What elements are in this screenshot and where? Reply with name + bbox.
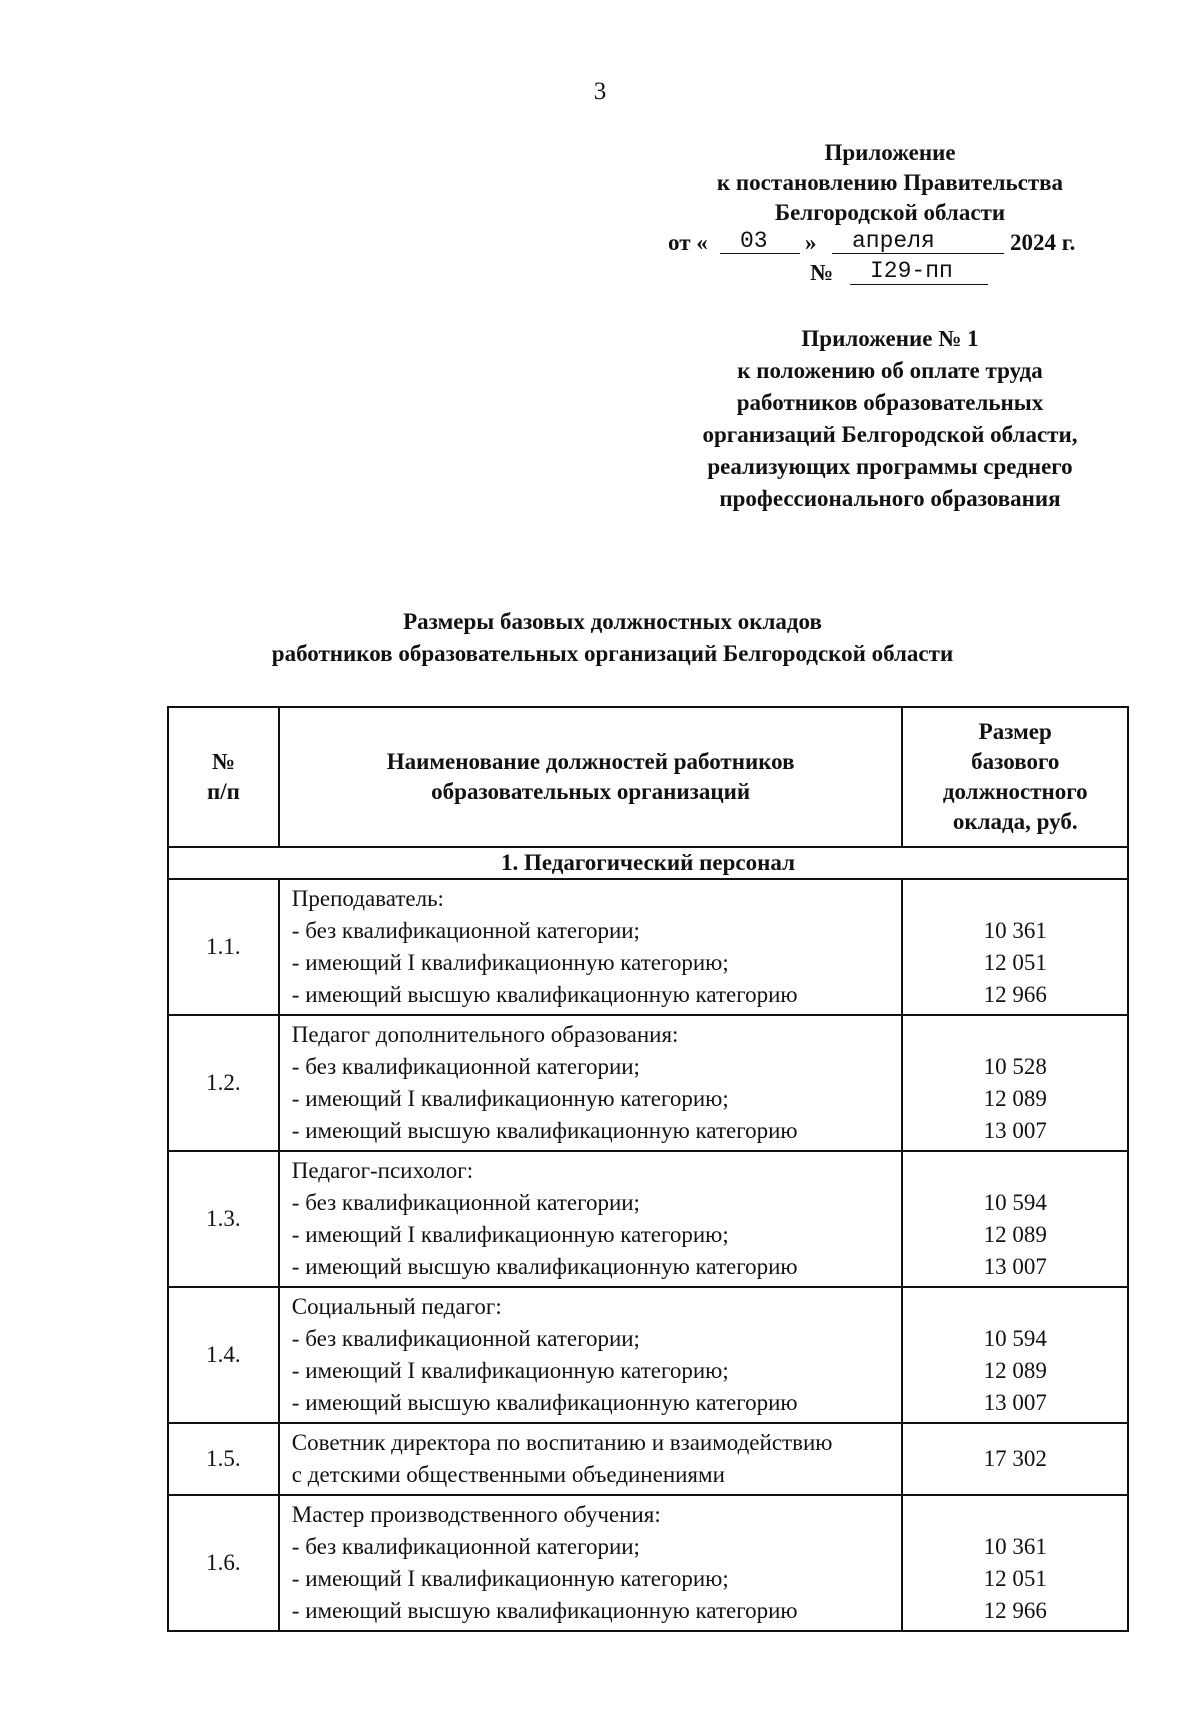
salary-value: 12 089: [983, 1222, 1047, 1247]
table-row: [168, 1287, 1128, 1423]
appendix-line-1: Приложение № 1: [801, 326, 979, 351]
table-header-row: [168, 707, 1128, 847]
salary-value: 10 361: [983, 1534, 1047, 1559]
appendix-line-3: работников образовательных: [736, 390, 1044, 415]
header-size: [902, 707, 1128, 847]
position-line: - без квалификационной категории;: [291, 1326, 640, 1351]
approval-number: [660, 258, 1120, 290]
row-position: [279, 1495, 903, 1631]
salary-value: 10 528: [983, 1054, 1047, 1079]
row-salary: [902, 1015, 1128, 1151]
position-title: Мастер производственного обучения:: [291, 1502, 661, 1527]
row-salary: [902, 1151, 1128, 1287]
salary-spacer: [903, 1499, 1127, 1531]
position-line: - имеющий I квалификационную категорию;: [291, 1222, 729, 1247]
approval-line-3: Белгородской области: [774, 200, 1006, 225]
salary-value: 12 089: [983, 1358, 1047, 1383]
salary-spacer: [903, 1019, 1127, 1051]
header-size-line-3: должностного: [942, 779, 1088, 804]
number-field: [850, 258, 988, 285]
document-title: [0, 606, 1200, 670]
appendix-line-5: реализующих программы среднего: [707, 454, 1073, 479]
position-line: - без квалификационной категории;: [291, 918, 640, 943]
position-title: Преподаватель:: [291, 886, 444, 911]
row-salary: [902, 1287, 1128, 1423]
header-name-line-1: Наименование должностей работников: [386, 749, 795, 774]
position-line: - имеющий I квалификационную категорию;: [291, 1566, 729, 1591]
title-line-1: Размеры базовых должностных окладов: [403, 609, 822, 634]
date-from-label: от «: [668, 230, 708, 255]
row-position: [279, 1151, 903, 1287]
table-row: [168, 1495, 1128, 1631]
approval-line-1: Приложение: [824, 140, 956, 165]
row-salary: [902, 879, 1128, 1015]
position-line: - имеющий высшую квалификационную категорию: [291, 1598, 798, 1623]
salary-spacer: [903, 1155, 1127, 1187]
header-num-line-2: п/п: [206, 779, 240, 804]
approval-line-2: к постановлению Правительства: [716, 170, 1064, 195]
approval-date: [660, 228, 1120, 258]
position-line: - имеющий I квалификационную категорию;: [291, 950, 729, 975]
table-row: [168, 879, 1128, 1015]
salary-value: 12 966: [983, 1598, 1047, 1623]
salary-value: 17 302: [983, 1446, 1047, 1471]
row-salary: [902, 1423, 1128, 1495]
header-size-line-2: базового: [971, 749, 1060, 774]
salary-spacer: [903, 883, 1127, 915]
appendix-line-4: организаций Белгородской области,: [702, 422, 1078, 447]
row-position: [279, 1015, 903, 1151]
appendix-line-2: к положению об оплате труда: [737, 358, 1043, 383]
header-num: [168, 707, 279, 847]
date-month: апреля: [852, 228, 935, 254]
position-line: - без квалификационной категории;: [291, 1534, 640, 1559]
row-number: 1.4.: [168, 1287, 279, 1423]
row-number: 1.5.: [168, 1423, 279, 1495]
position-line: - без квалификационной категории;: [291, 1190, 640, 1215]
salary-value: 12 966: [983, 982, 1047, 1007]
table-row: [168, 1015, 1128, 1151]
approval-block: [660, 138, 1120, 290]
title-line-2: работников образовательных организаций Белгородской области: [271, 641, 954, 666]
position-line: - без квалификационной категории;: [291, 1054, 640, 1079]
header-size-line-4: оклада, руб.: [952, 809, 1078, 834]
header-name-line-2: образовательных организаций: [431, 779, 751, 804]
salary-value: 10 594: [983, 1326, 1047, 1351]
salary-value: 10 594: [983, 1190, 1047, 1215]
salary-value: 12 051: [983, 950, 1047, 975]
position-title: Педагог-психолог:: [291, 1158, 474, 1183]
row-number: 1.3.: [168, 1151, 279, 1287]
salary-value: 10 361: [983, 918, 1047, 943]
row-number: 1.1.: [168, 879, 279, 1015]
header-num-line-1: №: [211, 749, 235, 774]
section-title: 1. Педагогический персонал: [168, 847, 1128, 879]
row-salary: [902, 1495, 1128, 1631]
position-title: Социальный педагог:: [291, 1294, 502, 1319]
date-year: 2024 г.: [1010, 230, 1076, 255]
position-line: - имеющий высшую квалификационную категорию: [291, 1118, 798, 1143]
page-number: 3: [593, 78, 607, 105]
salary-value: 13 007: [983, 1118, 1047, 1143]
salary-table: [167, 706, 1129, 1632]
appendix-line-6: профессионального образования: [719, 486, 1061, 511]
salary-value: 13 007: [983, 1390, 1047, 1415]
salary-value: 12 051: [983, 1566, 1047, 1591]
row-position: [279, 1287, 903, 1423]
document-number: I29-пп: [870, 258, 953, 284]
row-number: 1.6.: [168, 1495, 279, 1631]
position-line: Советник директора по воспитанию и взаимодействию: [291, 1430, 833, 1455]
position-line: - имеющий высшую квалификационную категорию: [291, 1390, 798, 1415]
salary-value: 13 007: [983, 1254, 1047, 1279]
row-number: 1.2.: [168, 1015, 279, 1151]
position-line: - имеющий высшую квалификационную категорию: [291, 1254, 798, 1279]
position-line: - имеющий I квалификационную категорию;: [291, 1086, 729, 1111]
salary-spacer: [903, 1291, 1127, 1323]
date-day: 03: [740, 228, 768, 254]
position-line: - имеющий I квалификационную категорию;: [291, 1358, 729, 1383]
salary-value: 12 089: [983, 1086, 1047, 1111]
position-line: с детскими общественными объединениями: [291, 1462, 725, 1487]
appendix-block: [660, 323, 1120, 515]
table-row: [168, 1423, 1128, 1495]
date-month-field: [832, 228, 1004, 254]
row-position: [279, 879, 903, 1015]
position-title: Педагог дополнительного образования:: [291, 1022, 679, 1047]
section-row: [168, 847, 1128, 879]
header-name: [279, 707, 903, 847]
date-day-close: »: [805, 230, 817, 255]
header-size-line-1: Размер: [978, 719, 1052, 744]
table-row: [168, 1151, 1128, 1287]
number-label: №: [810, 260, 834, 285]
position-line: - имеющий высшую квалификационную категорию: [291, 982, 798, 1007]
row-position: [279, 1423, 903, 1495]
date-day-field: [720, 228, 800, 254]
